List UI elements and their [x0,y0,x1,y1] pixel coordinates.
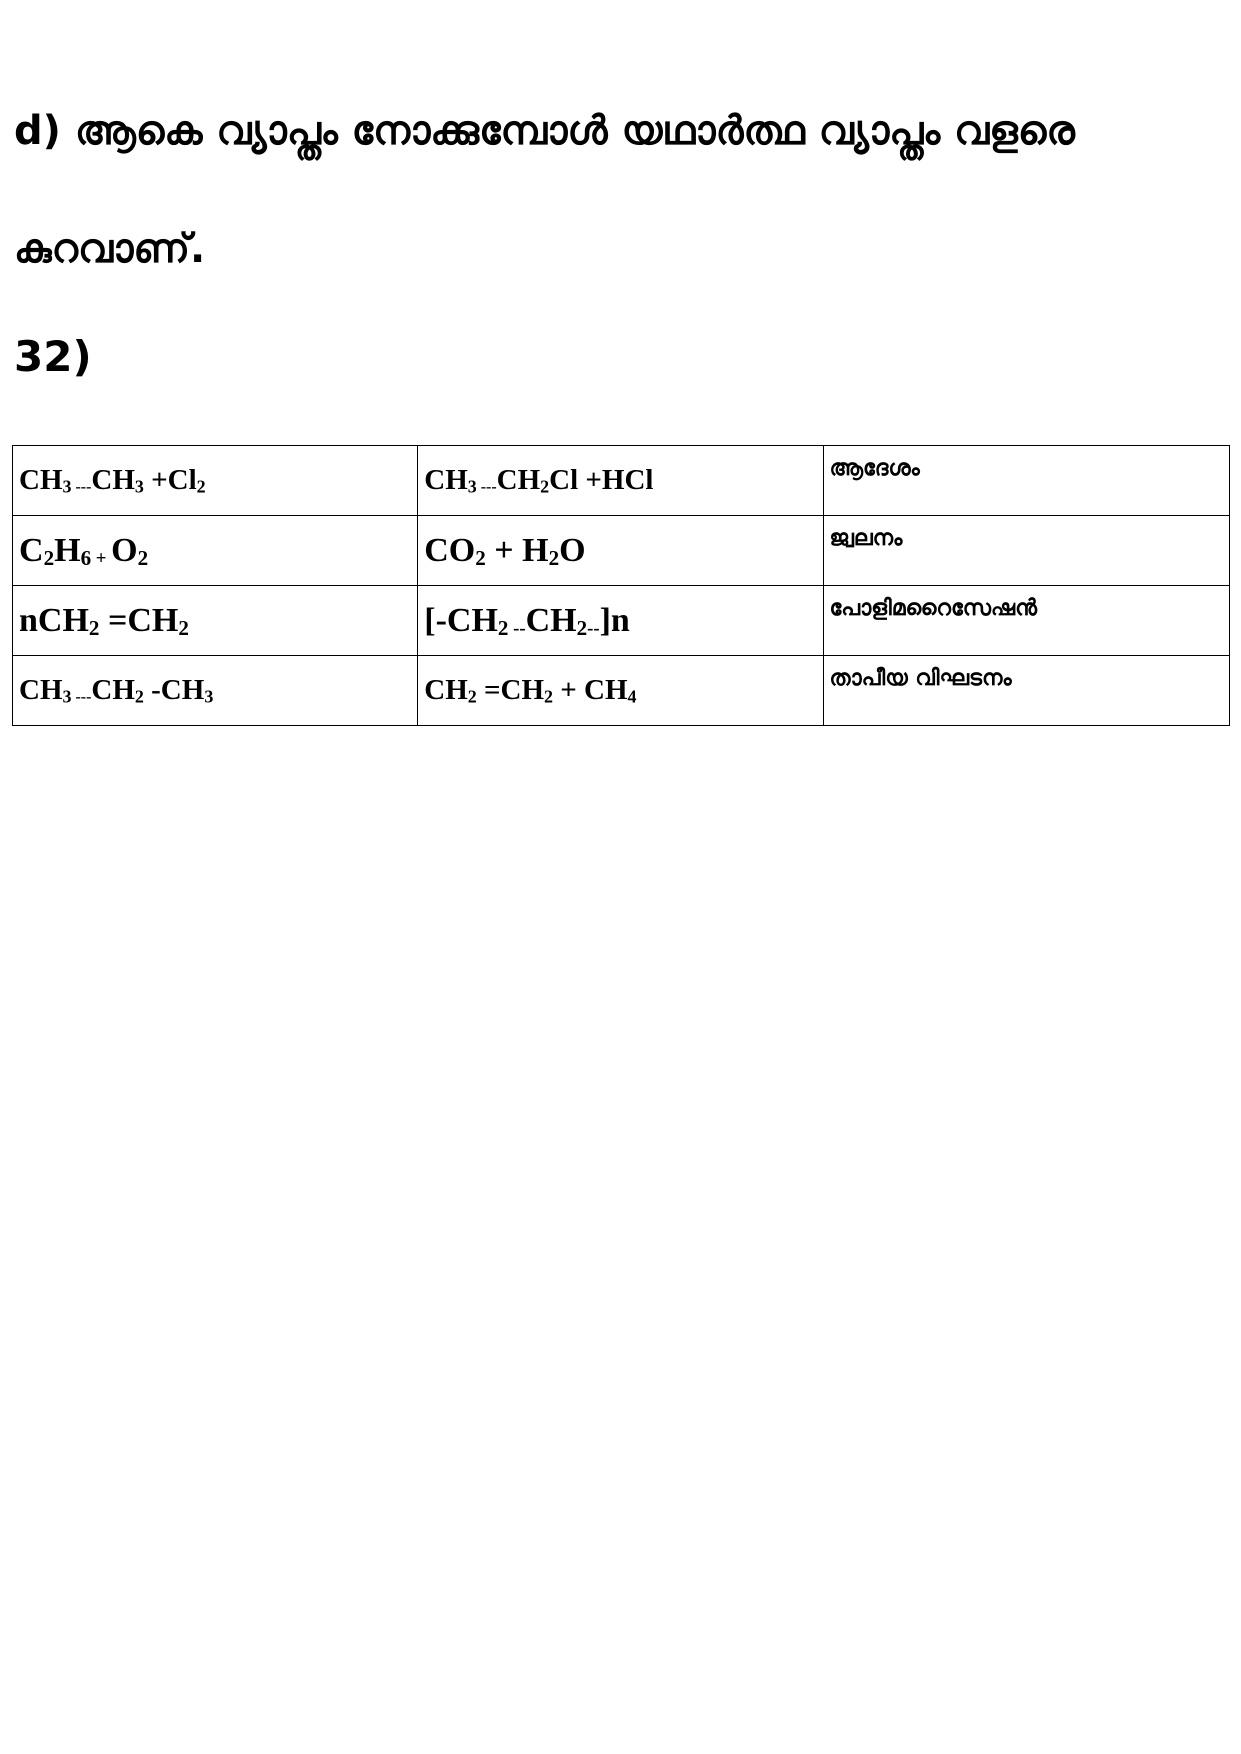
reactions-table [12,445,1230,726]
subscript: 6 [80,545,92,570]
question-number: 32) [14,332,92,381]
reaction-type-cell: ജ്വലനം [823,516,1230,586]
subscript: 3 [204,686,214,707]
bond-dash: --- [71,478,92,496]
subscript: 4 [627,686,637,707]
bond-dash: --- [71,688,92,706]
bond-dash: -- [587,617,600,639]
bond-dash: + [91,547,112,569]
answer-d-line-2: കുറവാണ്. [14,226,206,272]
subscript: 2 [475,545,486,570]
product-cell: [$-CH_2$ $--CH_2--]n$ [418,586,823,656]
subscript: 2 [43,545,55,570]
subscript: 2 [196,476,206,497]
bond-dash: --- [476,478,497,496]
table-row [13,656,1230,726]
subscript: 2 [467,686,477,707]
subscript: 2 [88,615,100,640]
reactant-cell: $C_2H_6 + O_2$ [13,516,418,586]
subscript: 2 [576,615,588,640]
subscript: 2 [548,545,560,570]
reaction-type-cell: ആദേശം [823,446,1230,516]
reactant-cell: $nCH_2 =CH_2$ [13,586,418,656]
subscript: 2 [137,545,149,570]
subscript: 3 [467,476,477,497]
reaction-type-cell: താപീയ വിഘടനം [823,656,1230,726]
subscript: 2 [178,615,189,640]
subscript: 3 [62,686,72,707]
table-row [13,516,1230,586]
product-cell: $CH_2 =CH_2 + CH_4$ [418,656,823,726]
subscript: 2 [540,476,550,497]
answer-d-line-1: d) ആകെ വ്യാപ്തം നോക്കുമ്പോൾ യഥാർത്ഥ വ്യാപ്തം വളരെ [14,108,1075,154]
bond-dash: -- [508,617,526,639]
subscript: 2 [134,686,144,707]
reactant-cell: $CH_3$ $---CH_2$ $-CH_3$ [13,656,418,726]
subscript: 3 [62,476,72,497]
product-cell: $CH_3$ $---CH_2Cl +HCl$ [418,446,823,516]
product-cell: $CO_2 + H_2O$ [418,516,823,586]
subscript: 3 [134,476,144,497]
reactant-cell: $CH_3$ $---CH_3 +Cl_2$ [13,446,418,516]
table-row [13,586,1230,656]
reaction-type-cell: പോളിമറൈസേഷൻ [823,586,1230,656]
subscript: 2 [544,686,553,707]
table-row [13,446,1230,516]
subscript: 2 [497,615,509,640]
